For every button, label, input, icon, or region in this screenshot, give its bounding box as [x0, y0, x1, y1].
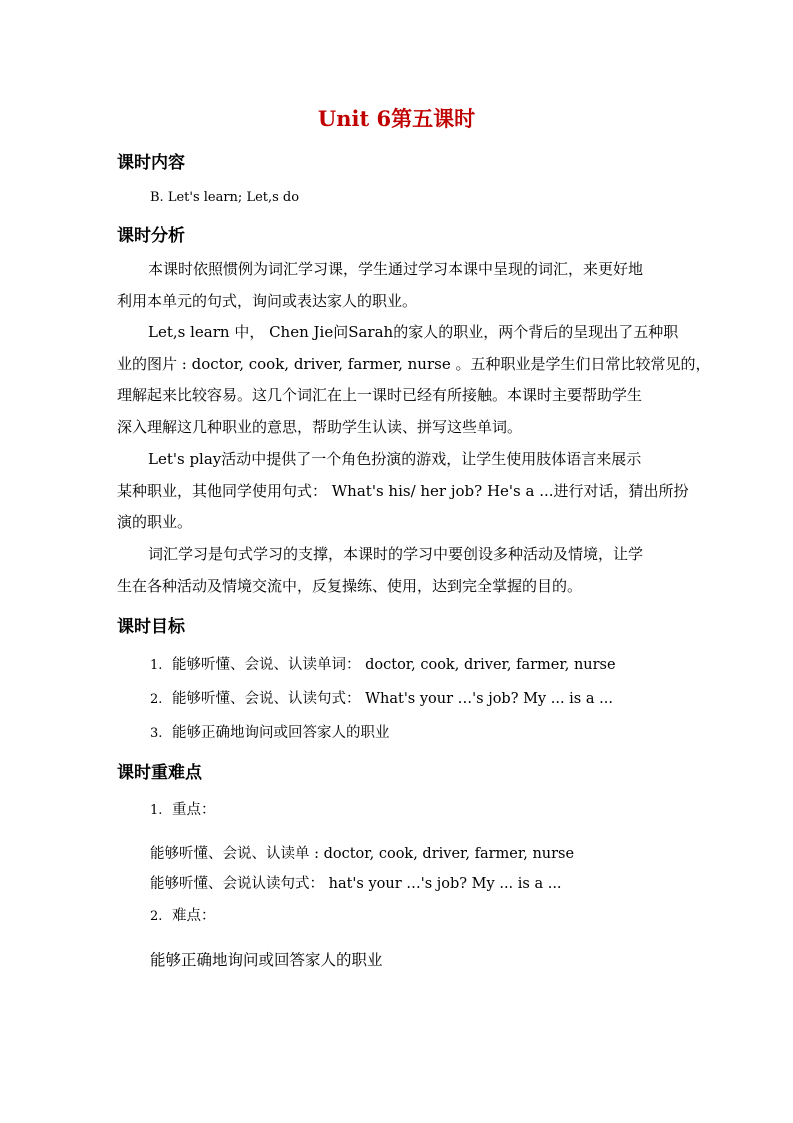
difficulty-label-text: 难点： — [172, 908, 216, 924]
paragraph-line: 理解起来比较容易。这几个词汇在上一课时已经有所接触。本课时主要帮助学生 — [117, 386, 643, 404]
analysis-paragraph-2 — [117, 317, 711, 443]
goal-number: 1. — [150, 658, 163, 673]
paragraph-line: Let's play活动中提供了一个角色扮演的游戏，让学生使用肢体语言来展示 — [148, 450, 642, 468]
paragraph-line: 业的图片 : doctor, cook, driver, farmer, nurse 。五种职业是学生们日常比较常见的， — [117, 354, 711, 373]
key-point-line-1: 能够听懂、会说、认读单 : doctor, cook, driver, farmer, nurse — [150, 846, 575, 862]
goal-text: 能够正确地询问或回答家人的职业 — [172, 725, 390, 741]
goal-number: 3. — [150, 726, 163, 741]
goal-item-1 — [150, 654, 616, 677]
paragraph-line: 词汇学习是句式学习的支撑，本课时的学习中要创设多种活动及情境，让学 — [148, 545, 644, 563]
analysis-paragraph-4 — [117, 539, 683, 602]
analysis-paragraph-1 — [117, 254, 683, 317]
goal-number: 2. — [150, 692, 163, 707]
key-point-line-2: 能够听懂、会说认读句式： hat's your …'s job? My ... is a ... — [150, 876, 562, 892]
paragraph-line: 利用本单元的句式，询问或表达家人的职业。 — [117, 291, 418, 310]
key-label: 重点： — [172, 802, 216, 818]
difficulty-label — [150, 905, 216, 928]
paragraph-line: 本课时依照惯例为词汇学习课，学生通过学习本课中呈现的词汇，来更好地 — [148, 260, 644, 278]
difficulty-line: 能够正确地询问或回答家人的职业 — [150, 951, 383, 969]
goal-item-3 — [150, 722, 390, 745]
heading-goals: 课时目标 — [117, 617, 185, 637]
paragraph-line: 演的职业。 — [117, 513, 193, 531]
heading-keypoints: 课时重难点 — [117, 763, 202, 783]
paragraph-line: Let,s learn 中， Chen Jie问Sarah的家人的职业，两个背后的呈现出了五种职 — [148, 323, 679, 341]
difficulty-number: 2. — [150, 909, 163, 924]
analysis-paragraph-3 — [117, 444, 689, 539]
heading-analysis: 课时分析 — [117, 226, 185, 246]
goal-text: 能够听懂、会说、认读句式： What's your …'s job? My ... is a ... — [172, 691, 613, 707]
paragraph-line: 深入理解这几种职业的意思，帮助学生认读、拼写这些单词。 — [117, 417, 523, 436]
paragraph-line: 某种职业，其他同学使用句式： What's his/ her job? He's a ...进行对话，猜出所扮 — [117, 481, 689, 500]
goal-text: 能够听懂、会说、认读单词： doctor, cook, driver, farmer, nurse — [172, 657, 616, 673]
goal-item-2 — [150, 688, 613, 711]
content-text: B. Let's learn; Let,s do — [150, 190, 300, 205]
paragraph-line: 生在各种活动及情境交流中，反复操练、使用，达到完全掌握的目的。 — [117, 576, 583, 595]
key-number: 1. — [150, 803, 163, 818]
heading-content: 课时内容 — [117, 153, 185, 173]
document-title: Unit 6第五课时 — [317, 106, 476, 131]
key-point-label — [150, 799, 216, 822]
